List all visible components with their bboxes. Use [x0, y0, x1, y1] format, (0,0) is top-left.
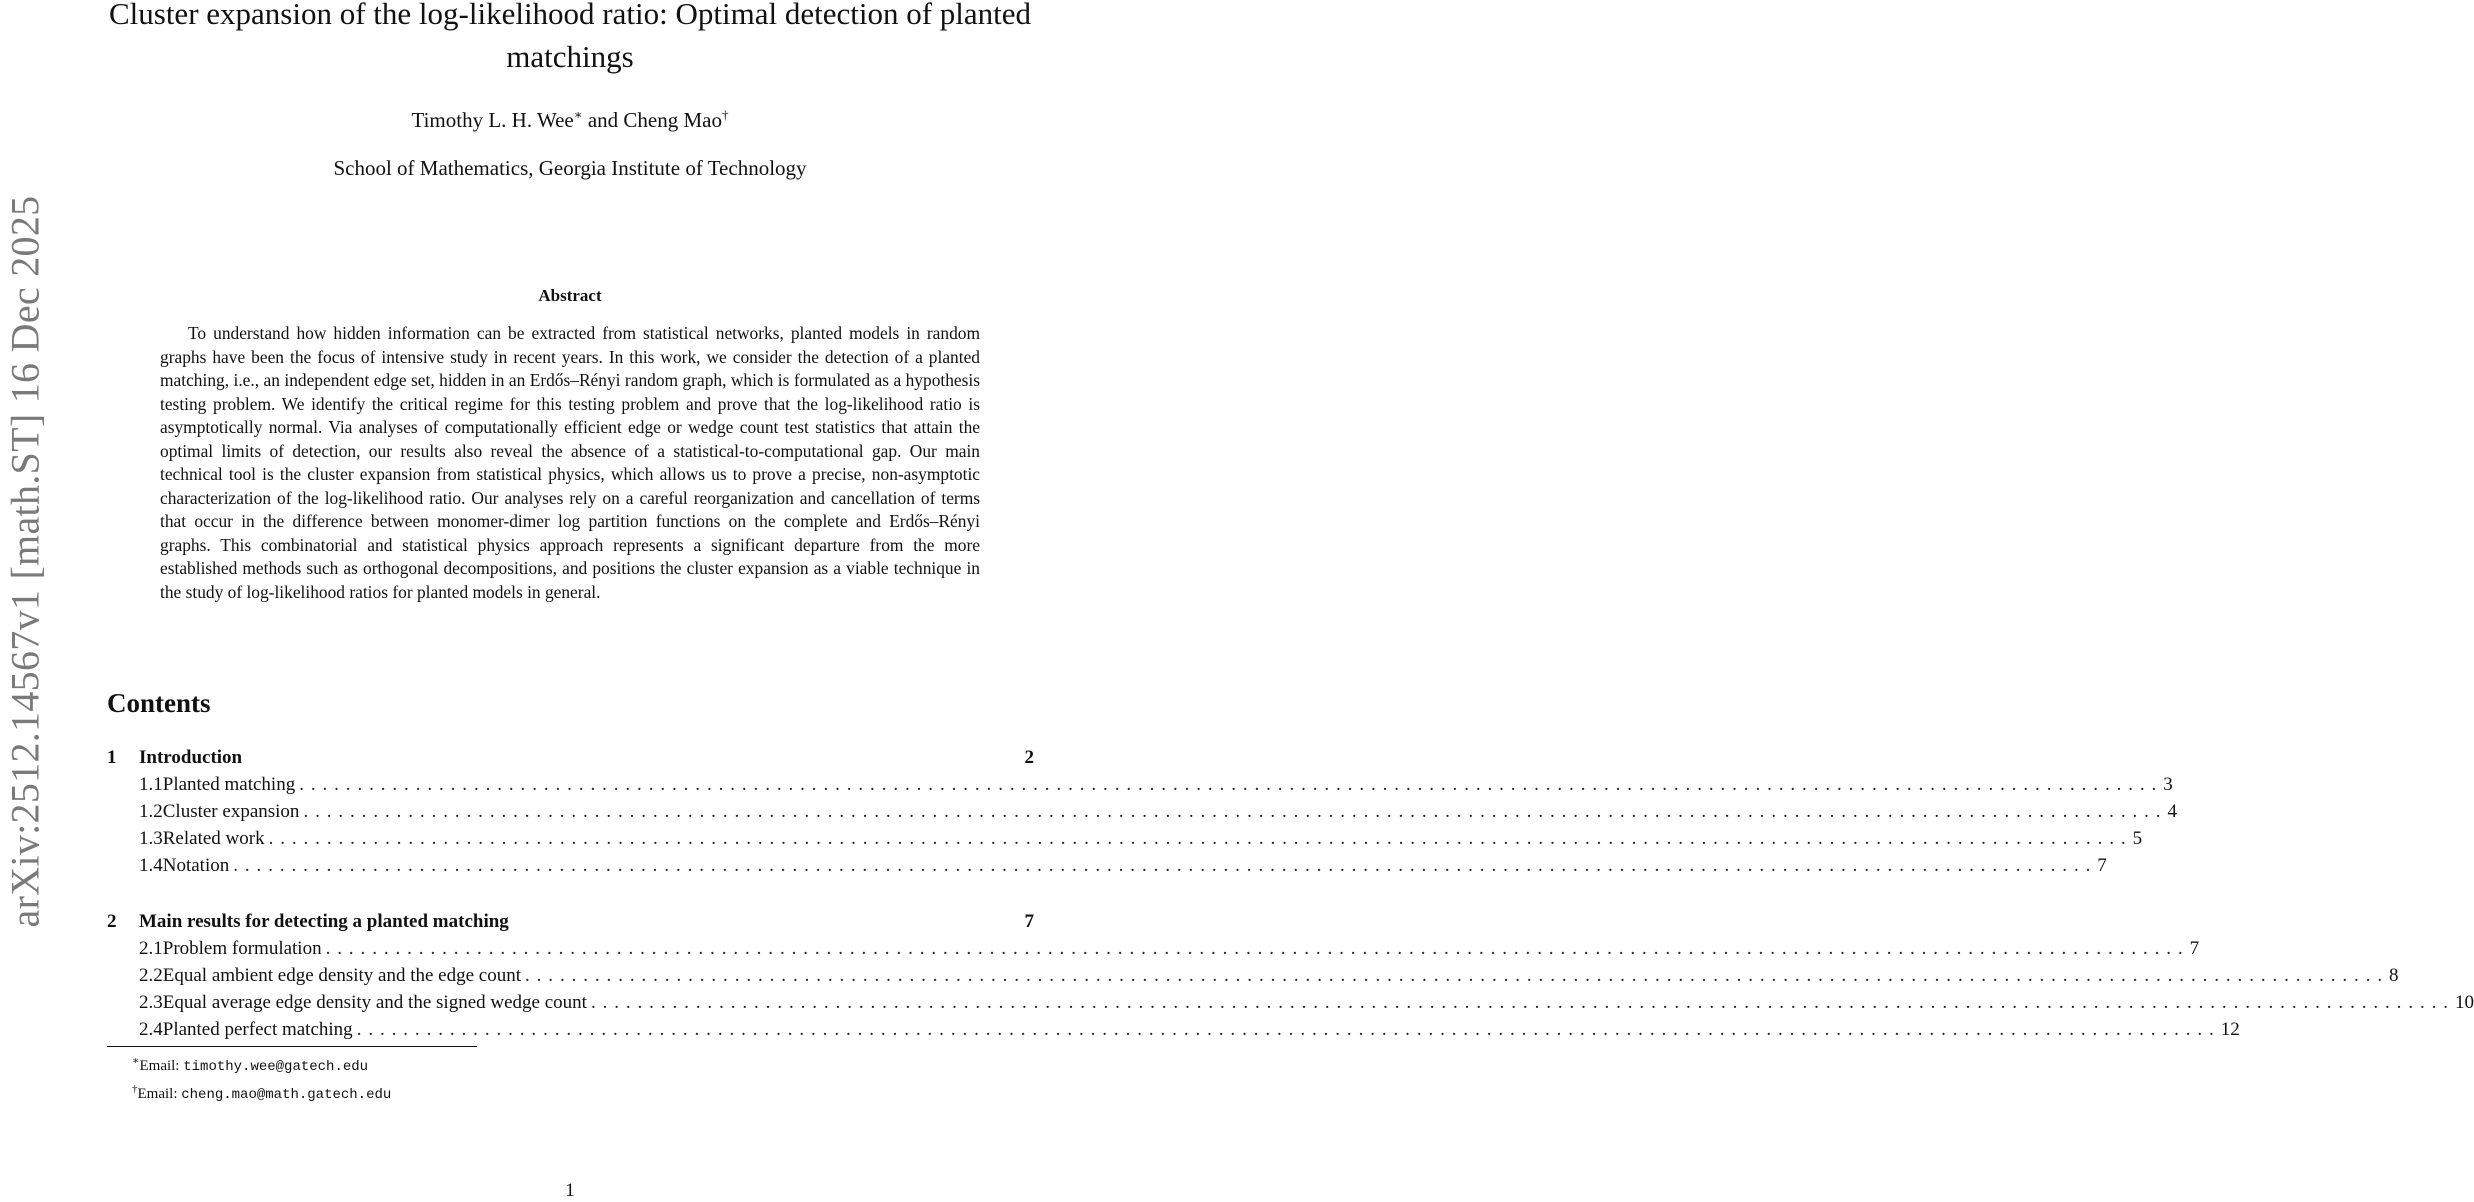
toc-leader-dots: ................................................................................................................................................................: [233, 855, 2098, 876]
toc-leader-dots: ................................................................................................................................................................: [525, 965, 2389, 986]
toc-subsection-title: Equal ambient edge density and the edge count: [162, 965, 521, 986]
author-name: Timothy L. H. Wee: [411, 108, 574, 132]
toc-subsection-number: 2.2: [139, 965, 163, 986]
toc-spacer: [107, 879, 1034, 909]
toc-leader-dots: ................................................................................................................................................................: [268, 828, 2133, 849]
toc-subsection[interactable]: [107, 771, 2173, 798]
toc-section-number: 1: [107, 747, 117, 768]
abstract-heading: Abstract: [538, 286, 602, 305]
toc-page-number: 3: [2163, 774, 2173, 795]
toc-subsection[interactable]: [107, 962, 2399, 989]
toc-subsection-title: Equal average edge density and the signed wedge count: [162, 992, 587, 1013]
toc-leader-dots: ................................................................................................................................................................: [299, 774, 2164, 795]
paper-title: Cluster expansion of the log-likelihood ratio: Optimal detection of planted matchings: [108, 0, 1032, 74]
page-number: 1: [565, 1180, 575, 1201]
toc-subsection-number: 2.1: [139, 938, 163, 959]
toc-leader-dots: ................................................................................................................................................................: [303, 801, 2168, 822]
author-line: [105, 107, 1035, 133]
toc-page-number: 10: [2454, 992, 2474, 1013]
toc-leader-dots: ................................................................................................................................................................: [356, 1019, 2221, 1040]
table-of-contents: [107, 745, 2474, 1043]
toc-page-number: 2: [1024, 747, 1034, 768]
footnotes: [132, 1050, 391, 1106]
toc-section-title: Introduction: [139, 747, 243, 768]
email-link[interactable]: timothy.wee@gatech.edu: [183, 1059, 369, 1075]
footnote-mark: †: [132, 1083, 138, 1095]
author-name: Cheng Mao: [623, 108, 722, 132]
toc-section[interactable]: [107, 745, 1034, 771]
footnote-label: Email:: [139, 1058, 180, 1074]
footnote-mark: ∗: [132, 1055, 140, 1067]
toc-page-number: 7: [2189, 938, 2200, 959]
abstract-text: To understand how hidden information can be extracted from statistical networks, planted models in random graphs have been the focus of intensive study in recent years. In this work, we consider the detection of a planted matching, i.e., an independent edge set, hidden in an Erdős–Rényi random graph, which is formulated as a hypothesis testing problem. We identify the critical regime for this testing problem and prove that the log-likelihood ratio is asymptotically normal. Via analyses of computationally efficient edge or wedge count test statistics that attain the optimal limits of detection, our results also reveal the absence of a statistical-to-computational gap. Our main technical tool is the cluster expansion from statistical physics, which allows us to prove a precise, non-asymptotic characterization of the log-likelihood ratio. Our analyses rely on a careful reorganization and cancellation of terms that occur in the difference between monomer-dimer log partition functions on the complete and Erdős–Rényi graphs. This combinatorial and statistical physics approach represents a significant departure from the more established methods such as orthogonal decompositions, and positions the cluster expansion as a viable technique in the study of log-likelihood ratios for planted models in general.: [160, 323, 980, 602]
toc-section[interactable]: [107, 909, 1034, 935]
toc-subsection[interactable]: [107, 798, 2177, 825]
toc-page-number: 7: [2097, 855, 2107, 876]
toc-leader-dots: ................................................................................................................................................................: [590, 992, 2455, 1013]
toc-page-number: 7: [1024, 911, 1034, 932]
contents-heading: Contents: [107, 688, 211, 718]
footnote-mark: ∗: [573, 107, 583, 122]
toc-subsection-title: Notation: [162, 855, 230, 876]
affiliation: School of Mathematics, Georgia Institute of Technology: [333, 156, 807, 180]
footnote: [132, 1050, 391, 1078]
toc-subsection[interactable]: [107, 852, 2107, 879]
toc-page-number: 5: [2132, 828, 2143, 849]
toc-subsection-number: 2.3: [139, 992, 163, 1013]
toc-subsection-number: 1.2: [139, 801, 163, 822]
toc-section-number: 2: [107, 911, 117, 932]
toc-subsection-number: 1.3: [139, 828, 163, 849]
toc-subsection-title: Planted perfect matching: [162, 1019, 353, 1040]
toc-subsection-number: 2.4: [139, 1019, 163, 1040]
footnote: [132, 1078, 391, 1106]
arxiv-identifier: arXiv:2512.14567v1 [math.ST] 16 Dec 2025: [2, 195, 48, 927]
footnote-mark: †: [722, 107, 729, 122]
toc-subsection-title: Planted matching: [162, 774, 296, 795]
toc-subsection-number: 1.4: [139, 855, 163, 876]
toc-subsection-title: Related work: [162, 828, 265, 849]
toc-page-number: 8: [2389, 965, 2399, 986]
toc-subsection-title: Problem formulation: [162, 938, 322, 959]
toc-subsection-number: 1.1: [139, 774, 163, 795]
toc-section-title: Main results for detecting a planted matching: [139, 911, 509, 932]
footnote-label: Email:: [137, 1086, 178, 1102]
toc-subsection-title: Cluster expansion: [162, 801, 300, 822]
toc-subsection[interactable]: [107, 825, 2143, 852]
toc-subsection[interactable]: [107, 1016, 2240, 1043]
toc-subsection[interactable]: [107, 989, 2474, 1016]
toc-leader-dots: ................................................................................................................................................................: [325, 938, 2190, 959]
footnote-rule: [107, 1046, 477, 1047]
toc-page-number: 12: [2220, 1019, 2240, 1040]
arxiv-stamp: [0, 195, 50, 927]
toc-page-number: 4: [2167, 801, 2177, 822]
email-link[interactable]: cheng.mao@math.gatech.edu: [181, 1087, 392, 1103]
author-conjunction: and: [587, 108, 619, 132]
toc-subsection[interactable]: [107, 935, 2200, 962]
